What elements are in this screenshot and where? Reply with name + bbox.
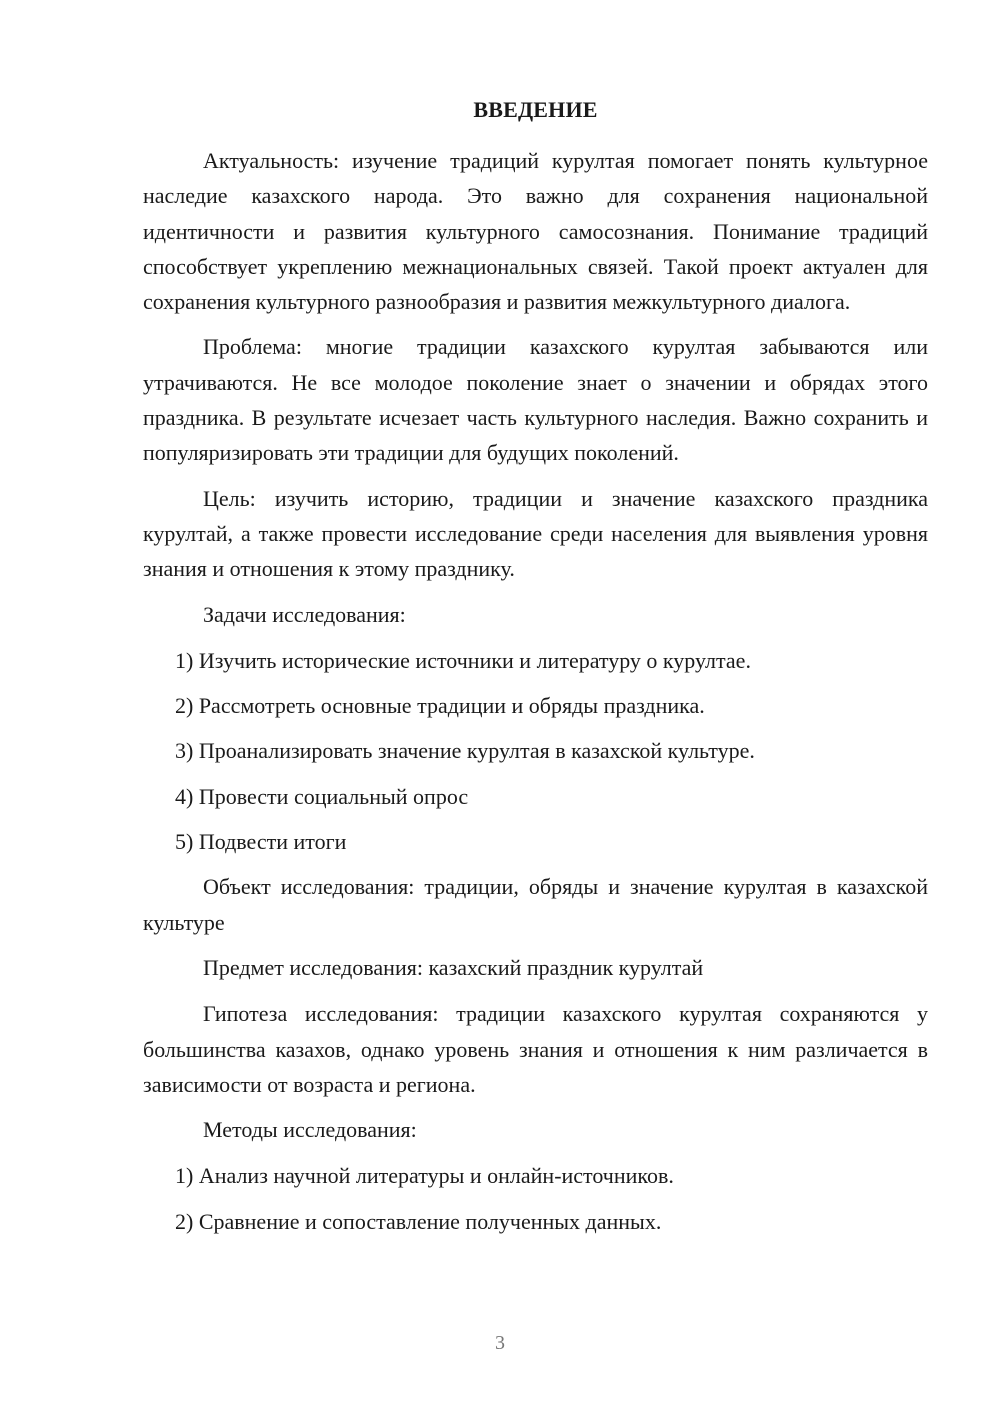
hypothesis-paragraph: Гипотеза исследования: традиции казахского курултая сохраняются у большинства казахов, однако уровень знания и отношения к ним различается в зависимости от возраста и региона. [143,1001,928,1097]
tasks-title: Задачи исследования: [203,601,406,627]
method-item: 2) Сравнение и сопоставление полученных данных. [175,1208,662,1234]
relevance-paragraph: Актуальность: изучение традиций курултая помогает понять культурное наследие казахского народа. Это важно для сохранения национальной идентичности и развития культурного самосознания. Понимание традиций способствует укреплению межнациональных связей. Такой проект актуален для сохранения культурного разнообразия и развития межкультурного диалога. [143,148,928,315]
task-item: 2) Рассмотреть основные традиции и обряды праздника. [175,693,705,719]
task-item: 1) Изучить исторические источники и литературу о курултае. [175,647,751,673]
method-item: 1) Анализ научной литературы и онлайн-источников. [175,1163,674,1189]
task-item: 5) Подвести итоги [175,829,347,855]
task-item: 3) Проанализировать значение курултая в казахской культуре. [175,738,755,764]
problem-paragraph: Проблема: многие традиции казахского курултая забываются или утрачиваются. Не все молодое поколение знает о значении и обрядах этого праздника. В результате исчезает часть культурного наследия. Важно сохранить и популяризировать эти традиции для будущих поколений. [143,334,928,466]
goal-paragraph: Цель: изучить историю, традиции и значение казахского праздника курултай, а также провести исследование среди населения для выявления уровня знания и отношения к этому празднику. [143,485,928,582]
methods-title: Методы исследования: [203,1117,417,1143]
page-number: 3 [495,1332,505,1354]
section-heading: ВВЕДЕНИЕ [473,97,598,122]
subject-paragraph: Предмет исследования: казахский праздник курултай [203,954,704,980]
task-item: 4) Провести социальный опрос [175,783,469,809]
object-paragraph: Объект исследования: традиции, обряды и значение курултая в казахской культуре [143,874,928,935]
document-page [143,94,928,1249]
